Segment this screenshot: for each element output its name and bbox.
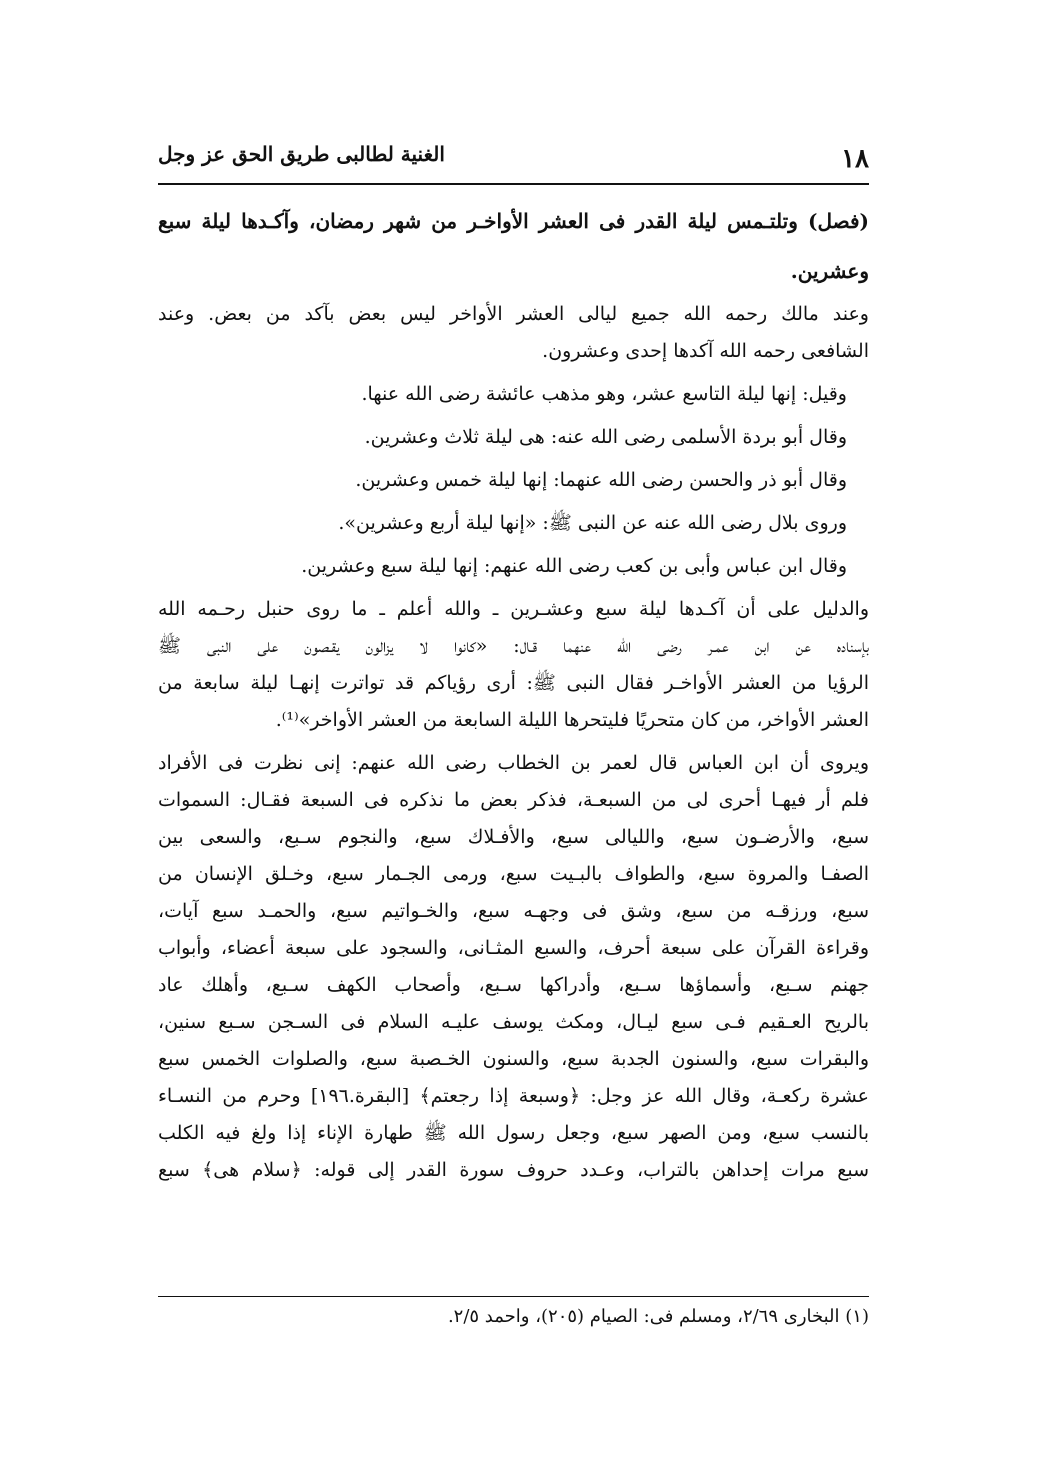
text-line: سبع، والأرضـون سبع، والليالى سبع، والأفـلاك سبع، والنجوم سـبع، والسعى بين — [158, 826, 869, 848]
text-line: وقال أبو بردة الأسلمى رضى الله عنه: هى ليلة ثلاث وعشرين. — [364, 426, 847, 448]
footnote-divider — [158, 1296, 869, 1297]
section-heading-line: وعشرين. — [790, 259, 869, 283]
text-line: وقيل: إنها ليلة التاسع عشر، وهو مذهب عائشة رضى الله عنها. — [361, 383, 847, 405]
section-heading-line: (فصل) وتلتـمس ليلة القدر فى العشر الأواخـر من شهر رمضان، وآكـدها ليلة سبع — [158, 209, 869, 233]
text-line: والدليل على أن آكـدها ليلة سبع وعشـرين ـ والله أعلم ـ ما روى حنبل رحـمه الله — [158, 598, 869, 620]
footnote: (١) البخارى ٢/٦٩، ومسلم فى: الصيام (٢٠٥)، واحمد ٢/٥. — [447, 1306, 869, 1327]
text-line: جهنم سـبع، وأسماؤها سـبع، وأدراكها سـبع، وأصحاب الكهف سـبع، وأهلك عاد — [158, 974, 869, 996]
page-header — [158, 138, 869, 182]
text-line: وعند مالك رحمه الله جميع ليالى العشر الأواخر ليس بعض بآكد من بعض. وعند — [158, 303, 869, 325]
running-title: الغنية لطالبى طريق الحق عز وجل — [158, 142, 445, 166]
text-line: فلم أر فيهـا أحرى لى من السبعـة، فذكر بعض ما نذكره فى السبعة فقـال: السموات — [158, 789, 869, 811]
text-line: سبع، ورزقـه من سبع، وشق فى وجهـه سبع، والخـواتيم سبع، والحمـد سبع آيات، — [158, 900, 869, 922]
text-line: بالريح العـقيم فـى سبع ليـال، ومكث يوسف عليـه السلام فى السـجن سـبع سنين، — [158, 1011, 869, 1033]
text-line: عشرة ركعـة، وقال الله عز وجل: ﴿وسبعة إذا رجعتم﴾ [البقرة.١٩٦] وحرم من النسـاء — [158, 1085, 869, 1107]
text-line: وقراءة القرآن على سبعة أحرف، والسبع المثـانى، والسجود على سبعة أعضاء، وأبواب — [158, 937, 869, 959]
header-divider — [158, 183, 869, 185]
text-line: وقال ابن عباس وأبى بن كعب رضى الله عنهم: إنها ليلة سبع وعشرين. — [301, 555, 847, 577]
text-line: الشافعى رحمه الله آكدها إحدى وعشرون. — [542, 340, 869, 362]
text-line: ويروى أن ابن العباس قال لعمر بن الخطاب رضى الله عنهم: إنى نظرت فى الأفراد — [158, 752, 869, 774]
text-line: وقال أبو ذر والحسن رضى الله عنهما: إنها ليلة خمس وعشرين. — [355, 469, 847, 491]
text-line: وروى بلال رضى الله عنه عن النبى ﷺ: «إنها ليلة أربع وعشرين». — [338, 512, 847, 534]
text-line: والبقرات سبع، والسنون الجدبة سبع، والسنون الخـصبة سبع، والصلوات الخمس سبع — [158, 1048, 869, 1070]
text-line: الرؤيا من العشر الأواخـر فقال النبى ﷺ: أرى رؤياكم قد تواترت إنهـا ليلة سابعة من — [158, 672, 869, 694]
page-body — [158, 196, 869, 1189]
text-line: الصفـا والمروة سبع، والطواف بالبـيت سبع، ورمى الجـمار سبع، وخـلق الإنسان من — [158, 863, 869, 885]
page-number: ١٨ — [841, 144, 869, 174]
text-line: سبع مرات إحداهن بالتراب، وعـدد حروف سورة القدر إلى قوله: ﴿سلام هى﴾ سبع — [158, 1159, 869, 1181]
text-line: العشر الأواخر، من كان متحريًا فليتحرها الليلة السابعة من العشر الأواخر»⁽¹⁾. — [275, 709, 869, 731]
text-line: بالنسب سبع، ومن الصهر سبع، وجعل رسول الله ﷺ طهارة الإناء إذا ولغ فيه الكلب — [158, 1122, 869, 1144]
text-line: بإسناده عن ابن عمـر رضى الله عنهما قـال: «كانوا لا يزالون يقـصون على النبى ﷺ — [158, 635, 869, 657]
